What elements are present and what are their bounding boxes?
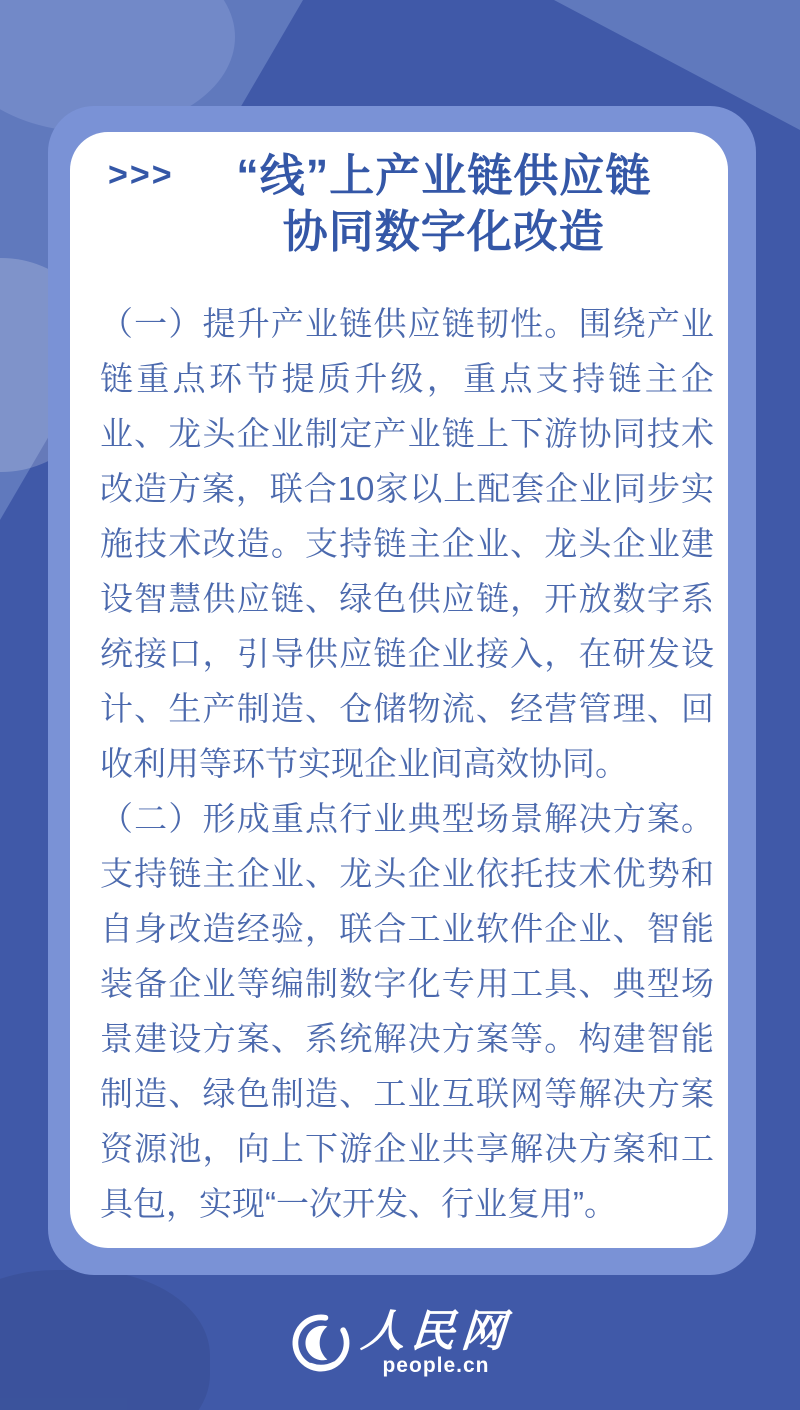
page-title-line2: 协同数字化改造 [282,206,605,257]
logo-text [359,1306,513,1377]
content-card [70,132,728,1248]
logo-chinese-name: 人民网 [359,1306,513,1356]
chevrons-marker: >>> [108,156,174,194]
paragraph-2: （二）形成重点行业典型场景解决方案。支持链主企业、龙头企业依托技术优势和自身改造经验，联合工业软件企业、智能装备企业等编制数字化专用工具、典型场景建设方案、系统解决方案等。构建智能制造、绿色制造、工业互联网等解决方案资源池，向上下游企业共享解决方案和工具包，实现“一次开发、行业复用”。 [100,800,714,1222]
page-title-line1: “线”上产业链供应链 [236,150,652,201]
page-title [174,148,714,260]
card-header [100,148,714,260]
article-body [100,296,714,1231]
footer [0,1275,800,1410]
crescent-moon-icon [289,1311,353,1375]
peoplecn-logo [289,1306,513,1377]
paragraph-1: （一）提升产业链供应链韧性。围绕产业链重点环节提质升级，重点支持链主企业、龙头企业制定产业链上下游协同技术改造方案，联合10家以上配套企业同步实施技术改造。支持链主企业、龙头企业建设智慧供应链、绿色供应链，开放数字系统接口，引导供应链企业接入，在研发设计、生产制造、仓储物流、经营管理、回收利用等环节实现企业间高效协同。 [100,305,714,782]
logo-domain-text: people.cn [382,1353,490,1377]
